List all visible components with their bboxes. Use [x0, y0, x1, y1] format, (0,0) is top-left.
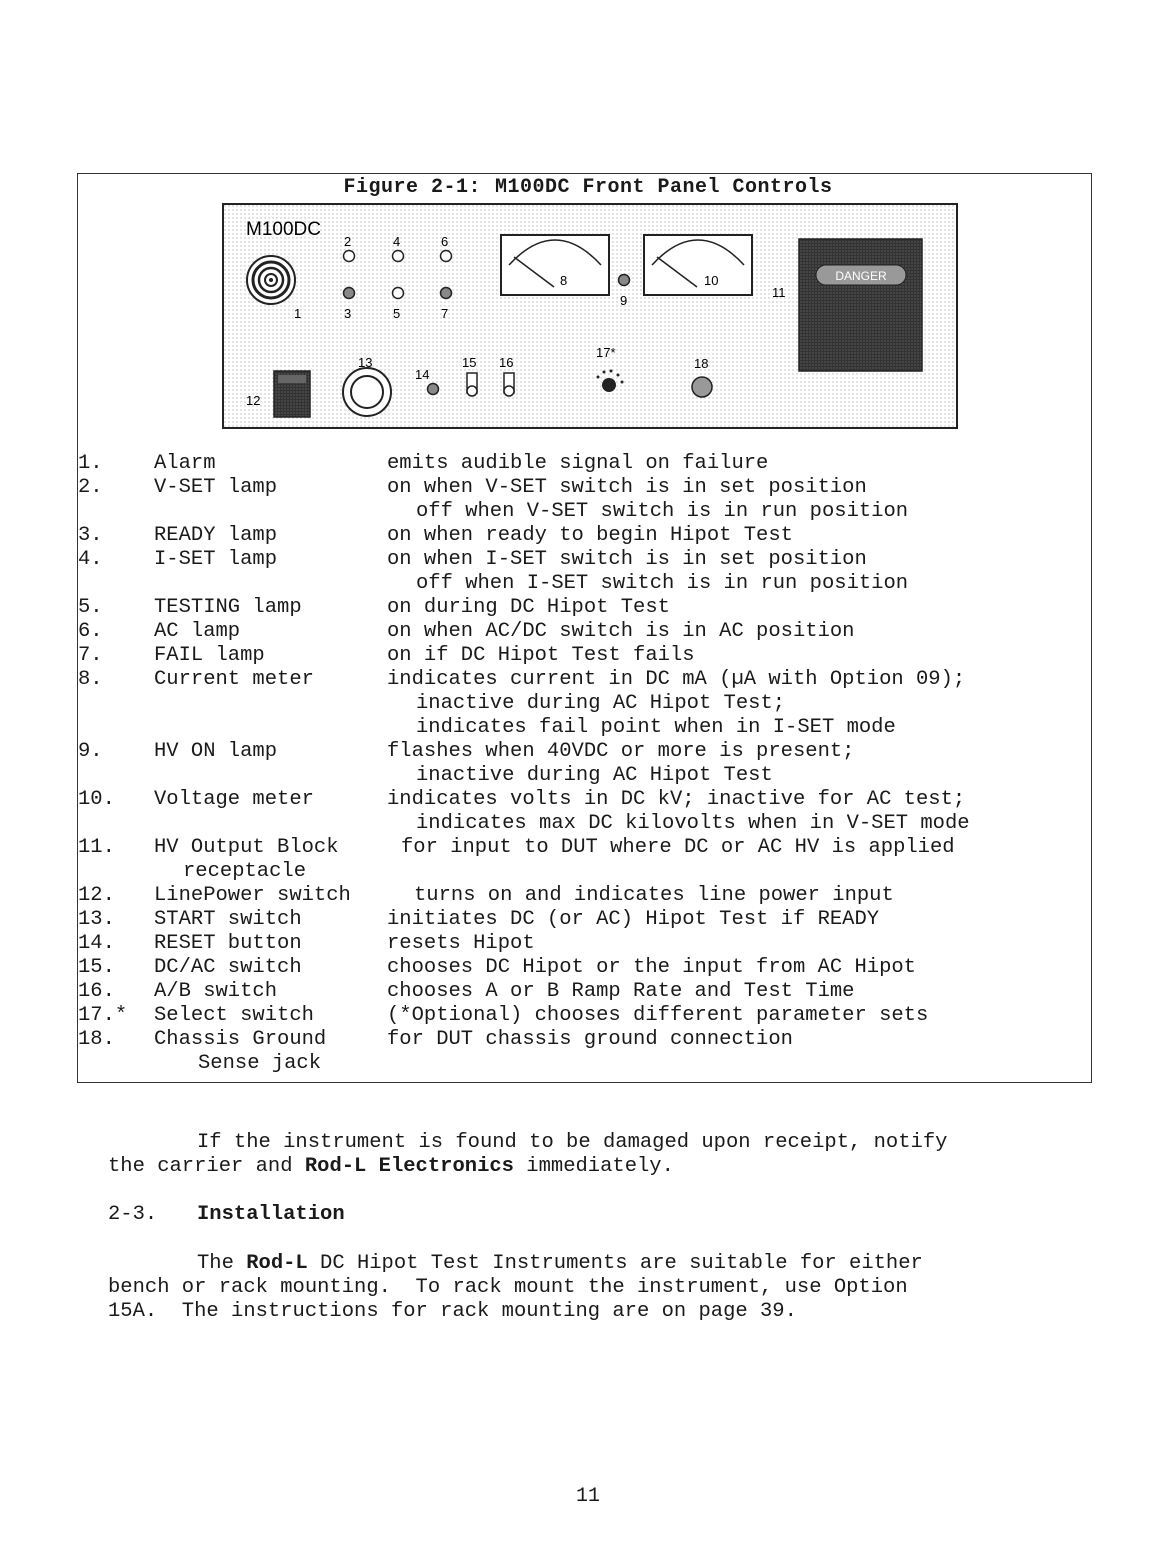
legend-num: 16.	[78, 980, 115, 1003]
callout-14: 14	[415, 367, 430, 382]
legend-label: RESET button	[154, 932, 302, 955]
legend-num: 3.	[78, 524, 103, 547]
a-b-toggle-icon	[504, 373, 514, 396]
legend-label: A/B switch	[154, 980, 278, 1003]
callout-6: 6	[441, 234, 449, 249]
dc-ac-toggle-icon	[467, 373, 477, 396]
callout-8: 8	[560, 273, 568, 288]
legend-desc: flashes when 40VDC or more is present;	[387, 740, 855, 763]
legend-num: 1.	[78, 452, 103, 475]
chassis-ground-jack-icon	[692, 377, 712, 397]
section-title: Installation	[197, 1203, 345, 1226]
legend-label: V-SET lamp	[154, 476, 278, 499]
callout-2: 2	[344, 234, 352, 249]
front-panel-svg	[224, 205, 956, 427]
legend-label: AC lamp	[154, 620, 241, 643]
legend-label: READY lamp	[154, 524, 278, 547]
legend-desc: inactive during AC Hipot Test;	[416, 692, 786, 715]
legend-desc: emits audible signal on failure	[387, 452, 769, 475]
legend-label: FAIL lamp	[154, 644, 265, 667]
text-run: The	[197, 1252, 247, 1275]
line-power-switch-icon	[274, 371, 310, 417]
callout-4: 4	[393, 234, 401, 249]
ac-lamp-icon	[441, 251, 452, 262]
legend-desc: on when V-SET switch is in set position	[387, 476, 867, 499]
voltage-meter-icon	[644, 235, 752, 295]
callout-13: 13	[358, 355, 373, 370]
paragraph-install-line3: 15A. The instructions for rack mounting are on page 39.	[108, 1300, 797, 1323]
legend-label: HV Output Block	[154, 836, 339, 859]
figure-title	[0, 176, 1176, 199]
callout-12: 12	[246, 393, 261, 408]
legend-desc: resets Hipot	[387, 932, 535, 955]
callout-7: 7	[441, 306, 449, 321]
page-number: 11	[575, 1485, 600, 1508]
legend-num: 12.	[78, 884, 115, 907]
legend-label: receptacle	[183, 860, 307, 883]
callout-9: 9	[620, 293, 628, 308]
legend-desc: indicates fail point when in I-SET mode	[416, 716, 896, 739]
legend-desc: on when I-SET switch is in set position	[387, 548, 867, 571]
company-name: Rod-L	[246, 1252, 308, 1275]
legend-desc: for input to DUT where DC or AC HV is applied	[401, 836, 955, 859]
legend-label: Chassis Ground	[154, 1028, 327, 1051]
alarm-speaker-icon	[247, 256, 295, 304]
front-panel-diagram	[222, 203, 958, 429]
text-run: immediately.	[513, 1155, 674, 1178]
legend-label: I-SET lamp	[154, 548, 278, 571]
callout-5: 5	[393, 306, 401, 321]
legend-label: Current meter	[154, 668, 314, 691]
callout-1: 1	[294, 306, 302, 321]
legend-label: Alarm	[154, 452, 216, 475]
legend-num: 6.	[78, 620, 103, 643]
v-set-lamp-icon	[344, 251, 355, 262]
legend-num: 18.	[78, 1028, 115, 1051]
legend-num: 13.	[78, 908, 115, 931]
panel-model-label: M100DC	[246, 219, 321, 240]
hv-output-block-icon	[799, 239, 922, 371]
legend-desc: indicates current in DC mA (µA with Option 09);	[387, 668, 966, 691]
legend-desc: initiates DC (or AC) Hipot Test if READY	[387, 908, 880, 931]
legend-num: 4.	[78, 548, 103, 571]
legend-label: LinePower switch	[154, 884, 351, 907]
legend-num: 2.	[78, 476, 103, 499]
legend-desc: for DUT chassis ground connection	[387, 1028, 793, 1051]
hv-on-lamp-icon	[619, 275, 630, 286]
legend-label: START switch	[154, 908, 302, 931]
reset-button-icon	[428, 384, 439, 395]
figure-label: Figure 2-1:	[343, 176, 481, 199]
callout-11: 11	[772, 285, 786, 300]
legend-num: 15.	[78, 956, 115, 979]
text-run: DC Hipot Test Instruments are suitable for either	[307, 1252, 923, 1275]
legend-num: 5.	[78, 596, 103, 619]
fail-lamp-icon	[441, 288, 452, 299]
legend-desc: chooses A or B Ramp Rate and Test Time	[387, 980, 855, 1003]
legend-desc: off when V-SET switch is in run position	[416, 500, 909, 523]
ready-lamp-icon	[344, 288, 355, 299]
legend-desc: on when ready to begin Hipot Test	[387, 524, 793, 547]
callout-3: 3	[344, 306, 352, 321]
legend-num: 8.	[78, 668, 103, 691]
callout-17: 17*	[596, 345, 616, 360]
legend-label: DC/AC switch	[154, 956, 302, 979]
legend-desc: on when AC/DC switch is in AC position	[387, 620, 855, 643]
legend-desc: indicates volts in DC kV; inactive for AC test;	[387, 788, 966, 811]
legend-num: 14.	[78, 932, 115, 955]
legend-desc: inactive during AC Hipot Test	[416, 764, 773, 787]
legend-desc: chooses DC Hipot or the input from AC Hipot	[387, 956, 916, 979]
danger-label: DANGER	[835, 269, 887, 283]
legend-label: Voltage meter	[154, 788, 314, 811]
legend-desc: (*Optional) chooses different parameter sets	[387, 1004, 929, 1027]
legend-num: 10.	[78, 788, 115, 811]
legend-num: 17.*	[78, 1004, 128, 1027]
section-number: 2-3.	[108, 1203, 158, 1226]
text-run: the carrier and	[108, 1155, 305, 1178]
paragraph-damage-line2	[108, 1155, 674, 1179]
callout-10: 10	[704, 273, 719, 288]
legend-desc: on if DC Hipot Test fails	[387, 644, 695, 667]
figure-caption: M100DC Front Panel Controls	[494, 176, 833, 199]
legend-desc: off when I-SET switch is in run position	[416, 572, 909, 595]
paragraph-install-line1	[197, 1252, 923, 1276]
current-meter-icon	[501, 235, 609, 295]
legend-desc: on during DC Hipot Test	[387, 596, 670, 619]
legend-num: 11.	[78, 836, 115, 859]
legend-desc: turns on and indicates line power input	[414, 884, 894, 907]
legend-label: Select switch	[154, 1004, 314, 1027]
paragraph-install-line2: bench or rack mounting. To rack mount the instrument, use Option	[108, 1276, 908, 1299]
callout-16: 16	[499, 355, 514, 370]
company-name: Rod-L Electronics	[304, 1155, 514, 1178]
legend-label: Sense jack	[198, 1052, 322, 1075]
legend-num: 9.	[78, 740, 103, 763]
legend-label: HV ON lamp	[154, 740, 278, 763]
testing-lamp-icon	[393, 288, 404, 299]
section-heading	[108, 1203, 345, 1227]
paragraph-damage-line1: If the instrument is found to be damaged upon receipt, notify	[197, 1131, 948, 1154]
start-switch-icon	[343, 368, 391, 416]
legend-desc: indicates max DC kilovolts when in V-SET mode	[416, 812, 970, 835]
i-set-lamp-icon	[393, 251, 404, 262]
callout-18: 18	[694, 356, 709, 371]
legend-label: TESTING lamp	[154, 596, 302, 619]
legend-num: 7.	[78, 644, 103, 667]
callout-15: 15	[462, 355, 477, 370]
